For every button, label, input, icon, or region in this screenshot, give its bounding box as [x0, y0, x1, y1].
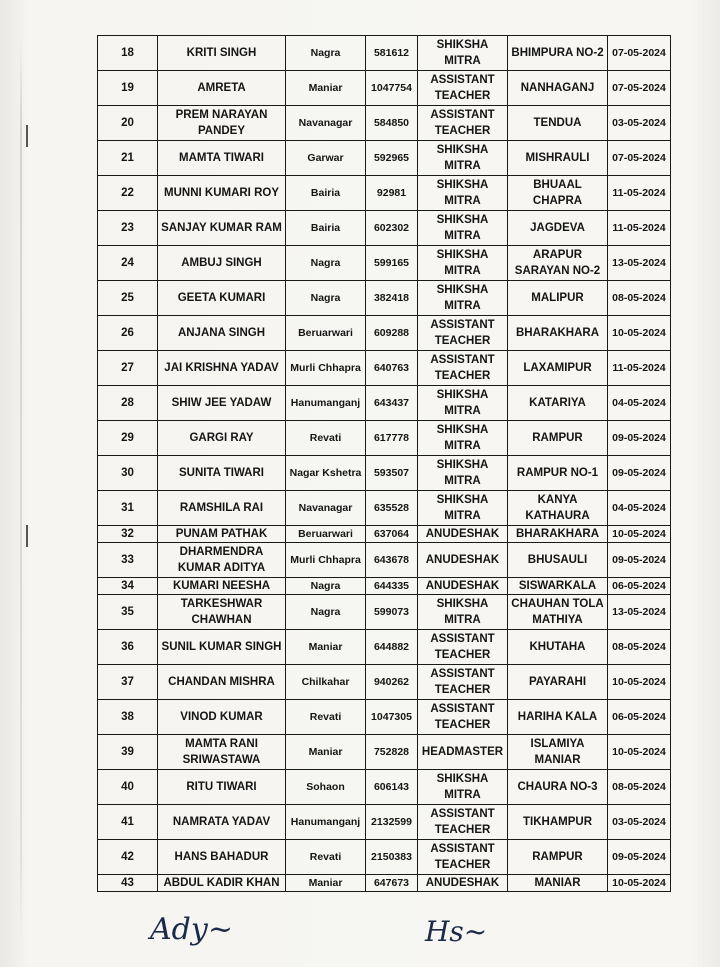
cell-school: LAXAMIPUR [508, 351, 608, 386]
cell-school: TIKHAMPUR [508, 805, 608, 840]
cell-sn: 19 [98, 71, 158, 106]
table-row [98, 770, 671, 805]
cell-code: 592965 [366, 141, 418, 176]
cell-school: BHUSAULI [508, 543, 608, 578]
cell-name: GARGI RAY [158, 421, 286, 456]
cell-school: PAYARAHI [508, 665, 608, 700]
cell-post: ANUDESHAK [418, 578, 508, 595]
table-row [98, 735, 671, 770]
cell-code: 606143 [366, 770, 418, 805]
table-row [98, 526, 671, 543]
cell-place: Chilkahar [286, 665, 366, 700]
cell-post: ANUDESHAK [418, 543, 508, 578]
cell-date: 09-05-2024 [608, 421, 671, 456]
cell-sn: 30 [98, 456, 158, 491]
cell-date: 10-05-2024 [608, 875, 671, 892]
cell-date: 08-05-2024 [608, 770, 671, 805]
table-row [98, 211, 671, 246]
cell-place: Beruarwari [286, 316, 366, 351]
table-row [98, 71, 671, 106]
cell-school: RAMPUR [508, 840, 608, 875]
cell-place: Nagra [286, 36, 366, 71]
cell-place: Nagra [286, 246, 366, 281]
cell-school: SISWARKALA [508, 578, 608, 595]
cell-date: 10-05-2024 [608, 526, 671, 543]
cell-post: ASSISTANT TEACHER [418, 351, 508, 386]
cell-school: BHIMPURA NO-2 [508, 36, 608, 71]
cell-sn: 31 [98, 491, 158, 526]
cell-code: 635528 [366, 491, 418, 526]
cell-code: 2132599 [366, 805, 418, 840]
cell-school: KANYA KATHAURA [508, 491, 608, 526]
edge-mark [26, 125, 36, 147]
table-row [98, 281, 671, 316]
staff-table [97, 35, 671, 892]
cell-date: 09-05-2024 [608, 840, 671, 875]
cell-name: MAMTA RANI SRIWASTAWA [158, 735, 286, 770]
cell-place: Navanagar [286, 491, 366, 526]
cell-school: MANIAR [508, 875, 608, 892]
cell-post: ASSISTANT TEACHER [418, 700, 508, 735]
cell-post: SHIKSHA MITRA [418, 421, 508, 456]
cell-code: 92981 [366, 176, 418, 211]
cell-name: PUNAM PATHAK [158, 526, 286, 543]
cell-name: ANJANA SINGH [158, 316, 286, 351]
table-row [98, 543, 671, 578]
cell-code: 382418 [366, 281, 418, 316]
cell-place: Maniar [286, 875, 366, 892]
cell-name: CHANDAN MISHRA [158, 665, 286, 700]
cell-post: SHIKSHA MITRA [418, 491, 508, 526]
cell-code: 637064 [366, 526, 418, 543]
cell-name: VINOD KUMAR [158, 700, 286, 735]
table-row [98, 875, 671, 892]
cell-name: GEETA KUMARI [158, 281, 286, 316]
cell-name: MUNNI KUMARI ROY [158, 176, 286, 211]
cell-school: RAMPUR NO-1 [508, 456, 608, 491]
cell-code: 584850 [366, 106, 418, 141]
cell-post: SHIKSHA MITRA [418, 386, 508, 421]
cell-name: PREM NARAYAN PANDEY [158, 106, 286, 141]
cell-post: ASSISTANT TEACHER [418, 630, 508, 665]
table-row [98, 700, 671, 735]
cell-place: Nagra [286, 578, 366, 595]
cell-sn: 38 [98, 700, 158, 735]
cell-code: 602302 [366, 211, 418, 246]
cell-post: SHIKSHA MITRA [418, 246, 508, 281]
cell-name: SUNITA TIWARI [158, 456, 286, 491]
cell-name: TARKESHWAR CHAWHAN [158, 595, 286, 630]
signature-right: Hs~ [425, 915, 488, 948]
cell-sn: 28 [98, 386, 158, 421]
cell-name: RAMSHILA RAI [158, 491, 286, 526]
cell-code: 1047305 [366, 700, 418, 735]
cell-place: Maniar [286, 735, 366, 770]
cell-date: 03-05-2024 [608, 106, 671, 141]
cell-code: 940262 [366, 665, 418, 700]
table-row [98, 595, 671, 630]
table-row [98, 491, 671, 526]
cell-name: KRITI SINGH [158, 36, 286, 71]
cell-code: 609288 [366, 316, 418, 351]
cell-code: 599073 [366, 595, 418, 630]
cell-post: ANUDESHAK [418, 526, 508, 543]
cell-post: SHIKSHA MITRA [418, 36, 508, 71]
cell-post: ASSISTANT TEACHER [418, 840, 508, 875]
cell-place: Maniar [286, 71, 366, 106]
cell-sn: 39 [98, 735, 158, 770]
cell-name: ABDUL KADIR KHAN [158, 875, 286, 892]
cell-place: Murli Chhapra [286, 351, 366, 386]
cell-place: Murli Chhapra [286, 543, 366, 578]
table-row [98, 421, 671, 456]
cell-code: 643437 [366, 386, 418, 421]
cell-code: 1047754 [366, 71, 418, 106]
cell-code: 617778 [366, 421, 418, 456]
cell-code: 647673 [366, 875, 418, 892]
table-row [98, 176, 671, 211]
cell-code: 644882 [366, 630, 418, 665]
cell-name: AMRETA [158, 71, 286, 106]
cell-sn: 41 [98, 805, 158, 840]
cell-sn: 27 [98, 351, 158, 386]
cell-sn: 35 [98, 595, 158, 630]
cell-name: HANS BAHADUR [158, 840, 286, 875]
cell-date: 09-05-2024 [608, 456, 671, 491]
cell-school: TENDUA [508, 106, 608, 141]
cell-post: SHIKSHA MITRA [418, 281, 508, 316]
cell-date: 13-05-2024 [608, 246, 671, 281]
cell-name: MAMTA TIWARI [158, 141, 286, 176]
cell-code: 644335 [366, 578, 418, 595]
cell-sn: 36 [98, 630, 158, 665]
cell-place: Beruarwari [286, 526, 366, 543]
cell-code: 599165 [366, 246, 418, 281]
cell-date: 08-05-2024 [608, 630, 671, 665]
cell-date: 06-05-2024 [608, 700, 671, 735]
cell-name: KUMARI NEESHA [158, 578, 286, 595]
cell-sn: 29 [98, 421, 158, 456]
table-row [98, 106, 671, 141]
table-row [98, 386, 671, 421]
cell-school: BHARAKHARA [508, 316, 608, 351]
cell-sn: 26 [98, 316, 158, 351]
signature-left: Ady~ [150, 912, 233, 947]
cell-place: Hanumanganj [286, 805, 366, 840]
cell-date: 07-05-2024 [608, 71, 671, 106]
cell-school: KHUTAHA [508, 630, 608, 665]
cell-school: KATARIYA [508, 386, 608, 421]
cell-place: Nagra [286, 281, 366, 316]
cell-post: SHIKSHA MITRA [418, 770, 508, 805]
cell-school: BHUAAL CHAPRA [508, 176, 608, 211]
cell-post: ASSISTANT TEACHER [418, 71, 508, 106]
cell-date: 04-05-2024 [608, 491, 671, 526]
cell-sn: 34 [98, 578, 158, 595]
cell-sn: 42 [98, 840, 158, 875]
cell-code: 2150383 [366, 840, 418, 875]
cell-place: Bairia [286, 176, 366, 211]
cell-code: 640763 [366, 351, 418, 386]
cell-code: 643678 [366, 543, 418, 578]
cell-school: HARIHA KALA [508, 700, 608, 735]
cell-date: 07-05-2024 [608, 36, 671, 71]
paper-fold [20, 40, 22, 940]
cell-name: NAMRATA YADAV [158, 805, 286, 840]
cell-sn: 24 [98, 246, 158, 281]
table-row [98, 805, 671, 840]
cell-school: ISLAMIYA MANIAR [508, 735, 608, 770]
cell-code: 581612 [366, 36, 418, 71]
cell-sn: 43 [98, 875, 158, 892]
cell-post: ASSISTANT TEACHER [418, 805, 508, 840]
table-row [98, 665, 671, 700]
cell-place: Revati [286, 840, 366, 875]
cell-school: JAGDEVA [508, 211, 608, 246]
cell-sn: 37 [98, 665, 158, 700]
cell-post: SHIKSHA MITRA [418, 211, 508, 246]
cell-date: 09-05-2024 [608, 543, 671, 578]
table-row [98, 456, 671, 491]
table-row [98, 630, 671, 665]
table-row [98, 36, 671, 71]
table-row [98, 141, 671, 176]
cell-sn: 40 [98, 770, 158, 805]
cell-post: SHIKSHA MITRA [418, 595, 508, 630]
cell-sn: 25 [98, 281, 158, 316]
cell-name: AMBUJ SINGH [158, 246, 286, 281]
cell-post: SHIKSHA MITRA [418, 141, 508, 176]
cell-place: Hanumanganj [286, 386, 366, 421]
table-row [98, 351, 671, 386]
cell-place: Revati [286, 421, 366, 456]
cell-date: 11-05-2024 [608, 351, 671, 386]
cell-post: ASSISTANT TEACHER [418, 106, 508, 141]
cell-date: 06-05-2024 [608, 578, 671, 595]
table-row [98, 840, 671, 875]
cell-sn: 23 [98, 211, 158, 246]
cell-sn: 21 [98, 141, 158, 176]
cell-school: NANHAGANJ [508, 71, 608, 106]
cell-date: 11-05-2024 [608, 176, 671, 211]
table-row [98, 578, 671, 595]
cell-sn: 18 [98, 36, 158, 71]
cell-place: Navanagar [286, 106, 366, 141]
cell-post: SHIKSHA MITRA [418, 176, 508, 211]
cell-date: 08-05-2024 [608, 281, 671, 316]
cell-code: 593507 [366, 456, 418, 491]
cell-date: 04-05-2024 [608, 386, 671, 421]
cell-date: 10-05-2024 [608, 735, 671, 770]
cell-post: ANUDESHAK [418, 875, 508, 892]
cell-date: 13-05-2024 [608, 595, 671, 630]
cell-name: JAI KRISHNA YADAV [158, 351, 286, 386]
cell-date: 11-05-2024 [608, 211, 671, 246]
cell-sn: 20 [98, 106, 158, 141]
cell-place: Bairia [286, 211, 366, 246]
cell-name: DHARMENDRA KUMAR ADITYA [158, 543, 286, 578]
cell-date: 07-05-2024 [608, 141, 671, 176]
cell-code: 752828 [366, 735, 418, 770]
cell-school: BHARAKHARA [508, 526, 608, 543]
cell-place: Nagar Kshetra [286, 456, 366, 491]
cell-school: CHAUHAN TOLA MATHIYA [508, 595, 608, 630]
cell-place: Nagra [286, 595, 366, 630]
cell-date: 10-05-2024 [608, 665, 671, 700]
cell-post: HEADMASTER [418, 735, 508, 770]
cell-sn: 33 [98, 543, 158, 578]
cell-name: SUNIL KUMAR SINGH [158, 630, 286, 665]
cell-post: SHIKSHA MITRA [418, 456, 508, 491]
cell-date: 03-05-2024 [608, 805, 671, 840]
cell-school: CHAURA NO-3 [508, 770, 608, 805]
table-row [98, 316, 671, 351]
cell-school: MISHRAULI [508, 141, 608, 176]
cell-place: Maniar [286, 630, 366, 665]
cell-date: 10-05-2024 [608, 316, 671, 351]
table-body [98, 36, 671, 892]
cell-sn: 22 [98, 176, 158, 211]
cell-school: RAMPUR [508, 421, 608, 456]
cell-post: ASSISTANT TEACHER [418, 665, 508, 700]
cell-place: Sohaon [286, 770, 366, 805]
cell-sn: 32 [98, 526, 158, 543]
cell-place: Garwar [286, 141, 366, 176]
table-row [98, 246, 671, 281]
cell-post: ASSISTANT TEACHER [418, 316, 508, 351]
cell-name: SANJAY KUMAR RAM [158, 211, 286, 246]
cell-name: RITU TIWARI [158, 770, 286, 805]
cell-place: Revati [286, 700, 366, 735]
edge-mark [26, 525, 36, 547]
cell-name: SHIW JEE YADAW [158, 386, 286, 421]
cell-school: ARAPUR SARAYAN NO-2 [508, 246, 608, 281]
cell-school: MALIPUR [508, 281, 608, 316]
